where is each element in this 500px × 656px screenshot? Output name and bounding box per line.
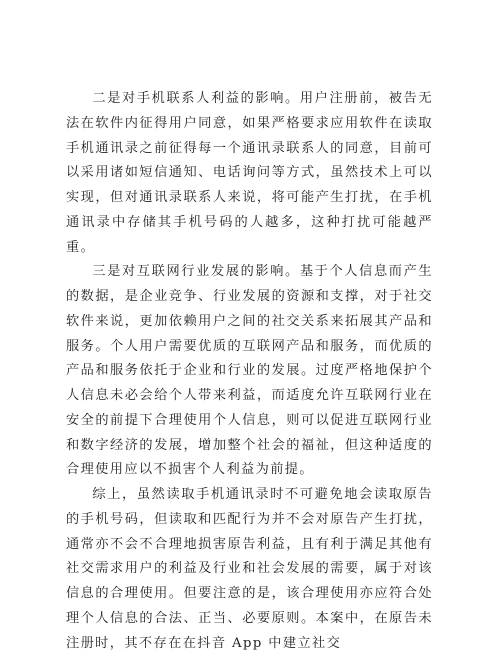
paragraph-conclusion: 综上，虽然读取手机通讯录时不可避免地会读取原告的手机号码，但读取和匹配行为并不会对原告产生打扰，通常亦不会不合理地损害原告利益，且有利于满足其他有社交需求用户的利益及行业和社会发展的需要，属于对该信息的合理使用。但要注意的是，该合理使用亦应符合处理个人信息的合法、正当、必要原则。本案中，在原告未注册时，其不存在在抖音 App 中建立社交 bbox=[66, 487, 433, 651]
document-body bbox=[66, 87, 433, 656]
paragraph-industry-impact: 三是对互联网行业发展的影响。基于个人信息而产生的数据，是企业竞争、行业发展的资源和支撑，对于社交软件来说，更加依赖用户之间的社交关系来拓展其产品和服务。个人用户需要优质的互联网产品和服务，而优质的产品和服务依托于企业和行业的发展。过度严格地保护个人信息未必会给个人带来利益，而适度允许互联网行业在安全的前提下合理使用个人信息，则可以促进互联网行业和数字经济的发展，增加整个社会的福祉，但这种适度的合理使用应以不损害个人利益为前提。 bbox=[66, 264, 433, 478]
paragraph-contact-impact: 二是对手机联系人利益的影响。用户注册前，被告无法在软件内征得用户同意，如果严格要求应用软件在读取手机通讯录之前征得每一个通讯录联系人的同意，目前可以采用诸如短信通知、电话询问等方式，虽然技术上可以实现，但对通讯录联系人来说，将可能产生打扰，在手机通讯录中存储其手机号码的人越多，这种打扰可能越严重。 bbox=[66, 91, 433, 255]
